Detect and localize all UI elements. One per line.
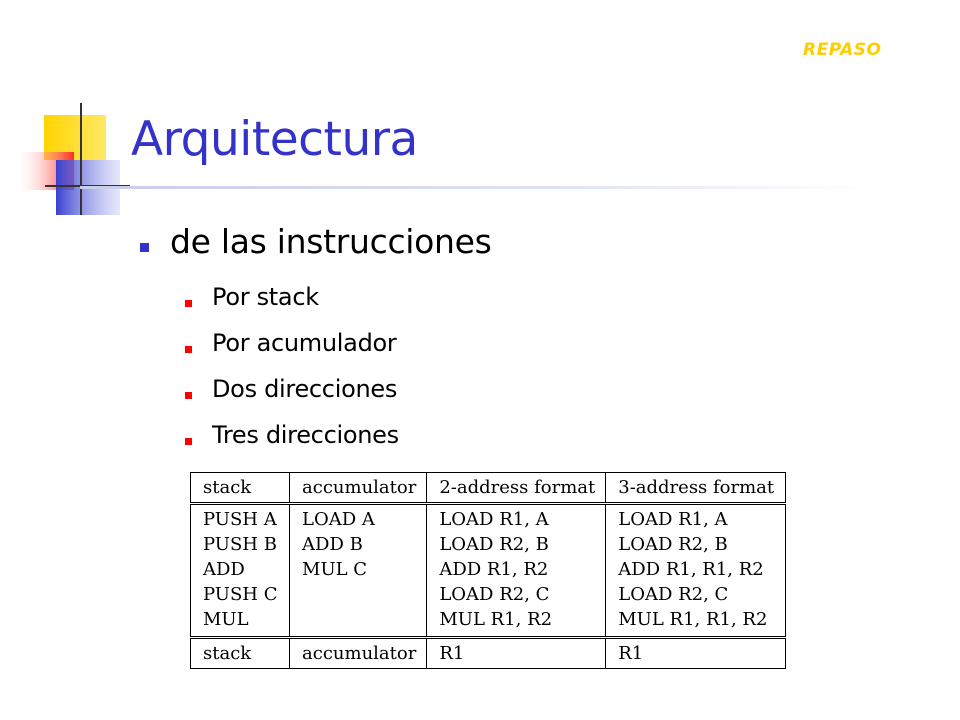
sub-bullet-text: Dos direcciones — [212, 375, 398, 403]
bullet-marker — [140, 243, 149, 252]
section-tag: REPASO — [803, 40, 882, 60]
code-line: MUL R1, R1, R2 — [618, 609, 768, 630]
table-header-cell: accumulator — [290, 473, 427, 504]
code-line: ADD B — [302, 534, 363, 555]
code-line: MUL — [203, 609, 249, 630]
sub-bullet-marker — [185, 300, 192, 307]
code-cell — [290, 504, 427, 638]
code-line: LOAD R2, B — [439, 534, 549, 555]
table-header-cell: 3-address format — [606, 473, 786, 504]
code-line: LOAD R2, C — [439, 584, 550, 605]
code-line: PUSH C — [203, 584, 278, 605]
table-header-cell: 2-address format — [427, 473, 606, 504]
result-cell: R1 — [606, 638, 786, 669]
sub-bullet-marker — [185, 438, 192, 445]
code-line: LOAD R1, A — [439, 509, 549, 530]
sub-bullet-marker — [185, 392, 192, 399]
table-header-cell: stack — [191, 473, 290, 504]
code-cell — [427, 504, 606, 638]
code-cell — [191, 504, 290, 638]
sub-bullet-marker — [185, 346, 192, 353]
instruction-format-table — [190, 472, 786, 669]
code-cell — [606, 504, 786, 638]
result-cell: accumulator — [290, 638, 427, 669]
result-cell: R1 — [427, 638, 606, 669]
code-line: MUL C — [302, 559, 368, 580]
code-line: PUSH B — [203, 534, 277, 555]
sub-bullet-text: Por stack — [212, 283, 319, 311]
code-line: PUSH A — [203, 509, 277, 530]
table-result-row — [191, 638, 786, 669]
table-code-row — [191, 504, 786, 638]
sub-bullet-text: Tres direcciones — [212, 421, 399, 449]
main-bullet: de las instrucciones — [170, 222, 492, 261]
title-underline — [80, 186, 870, 189]
sub-bullet-text: Por acumulador — [212, 329, 397, 357]
code-line: LOAD R2, C — [618, 584, 729, 605]
code-line: LOAD R1, A — [618, 509, 728, 530]
code-line: LOAD A — [302, 509, 375, 530]
code-line: MUL R1, R2 — [439, 609, 553, 630]
code-line: ADD R1, R1, R2 — [618, 559, 764, 580]
code-line: LOAD R2, B — [618, 534, 728, 555]
table-header-row — [191, 473, 786, 504]
result-cell: stack — [191, 638, 290, 669]
code-line: ADD — [203, 559, 245, 580]
slide-title: Arquitectura — [131, 112, 418, 167]
slide-decoration — [0, 0, 140, 230]
code-line: ADD R1, R2 — [439, 559, 549, 580]
